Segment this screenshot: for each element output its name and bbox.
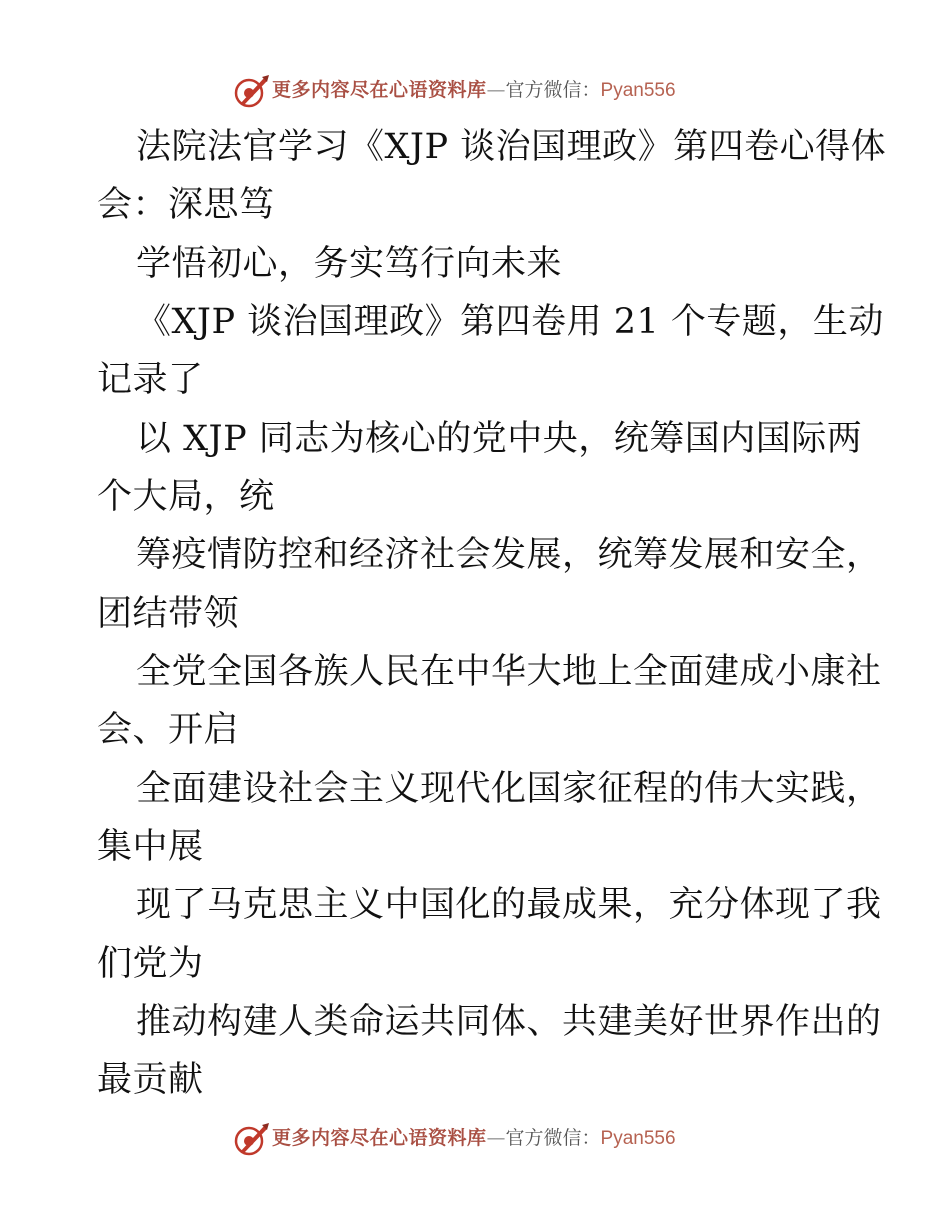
text-line: 法院法官学习《XJP 谈治国理政》第四卷心得体: [136, 127, 887, 167]
footer-banner: [0, 1120, 950, 1160]
banner-wechat-label: 官方微信：: [505, 79, 601, 101]
quill-logo-icon: [234, 1122, 270, 1156]
banner-dash: —: [486, 1127, 506, 1149]
text-line: 以 XJP 同志为核心的党中央，统筹国内国际两: [136, 419, 863, 459]
banner-site-name: 更多内容尽在心语资料库: [272, 1127, 487, 1149]
text-line: 个大局，统: [97, 477, 275, 517]
banner-dash: —: [486, 79, 506, 101]
text-line: 全面建设社会主义现代化国家征程的伟大实践，: [136, 769, 882, 809]
header-banner: [0, 72, 950, 112]
quill-logo-icon: [234, 74, 270, 108]
text-line: 最贡献: [97, 1060, 204, 1100]
banner-text: [272, 1125, 676, 1152]
text-line: 现了马克思主义中国化的最成果，充分体现了我: [136, 885, 882, 925]
text-line: 学悟初心，务实笃行向未来: [136, 244, 563, 284]
banner-text: [272, 77, 676, 104]
text-line: 团结带领: [97, 594, 240, 634]
banner-wechat-id: Pyan556: [600, 1128, 676, 1149]
text-line: 全党全国各族人民在中华大地上全面建成小康社: [136, 652, 882, 692]
text-line: 会：深思笃: [97, 185, 275, 225]
text-line: 集中展: [97, 827, 204, 867]
text-line: 们党为: [97, 944, 204, 984]
banner-wechat-label: 官方微信：: [505, 1127, 601, 1149]
banner-wechat-id: Pyan556: [600, 80, 676, 101]
text-line: 记录了: [97, 360, 204, 400]
text-line: 推动构建人类命运共同体、共建美好世界作出的: [136, 1002, 882, 1042]
text-line: 筹疫情防控和经济社会发展，统筹发展和安全，: [136, 535, 882, 575]
text-line: 会、开启: [97, 710, 240, 750]
banner-site-name: 更多内容尽在心语资料库: [272, 79, 487, 101]
text-line: 《XJP 谈治国理政》第四卷用 21 个专题，生动: [136, 302, 884, 342]
